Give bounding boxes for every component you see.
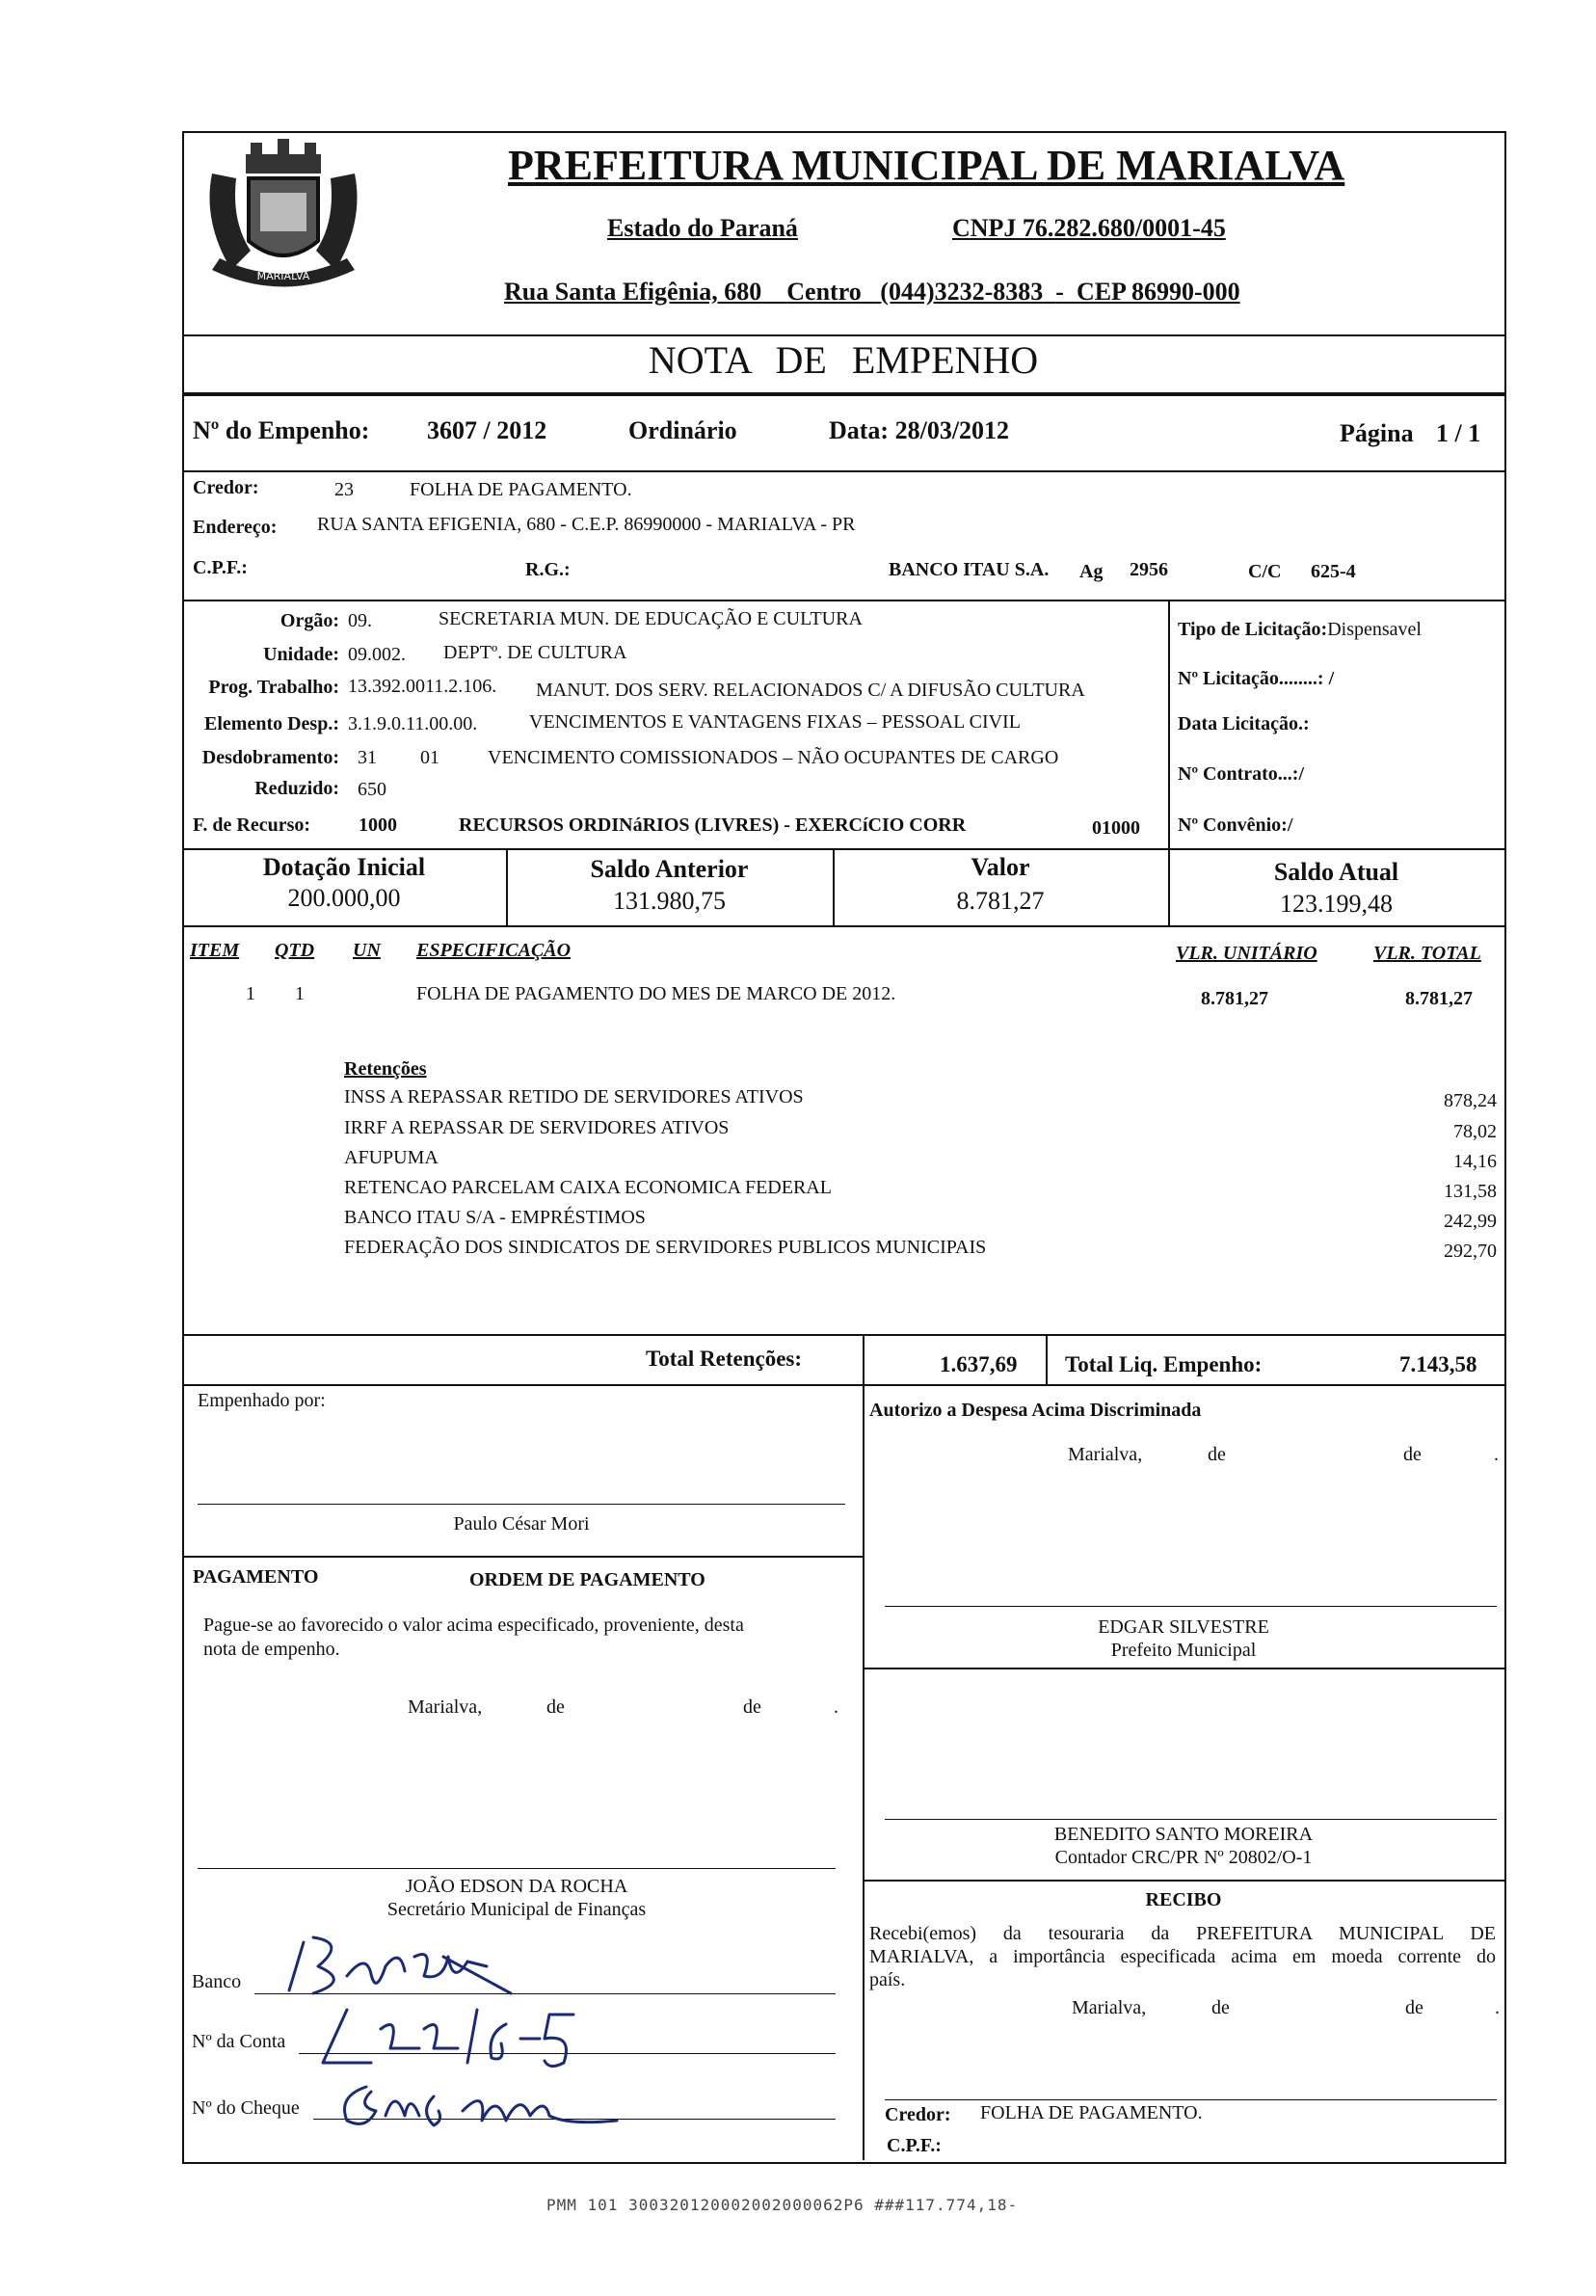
pague-se-line-2: nota de empenho. <box>203 1639 340 1660</box>
total-retencoes-label: Total Retenções: <box>646 1347 803 1371</box>
empenhador-name: Paulo César Mori <box>453 1513 590 1535</box>
retencao-row <box>344 1207 1497 1237</box>
autorizo-de-1: de <box>1208 1444 1226 1465</box>
retencao-desc: FEDERAÇÃO DOS SINDICATOS DE SERVIDORES PUBLICOS MUNICIPAIS <box>344 1237 987 1258</box>
valor-value: 8.781,27 <box>956 887 1045 915</box>
retencao-desc: INSS A REPASSAR RETIDO DE SERVIDORES ATIVOS <box>344 1086 804 1108</box>
endereco-value: RUA SANTA EFIGENIA, 680 - C.E.P. 86990000 - MARIALVA - PR <box>317 514 856 535</box>
retencao-value: 878,24 <box>1444 1090 1497 1111</box>
credor-label: Credor: <box>193 477 259 498</box>
cpf-label: C.P.F.: <box>193 557 248 578</box>
recibo-de-2: de <box>1405 1997 1423 2018</box>
col-total-value: VLR. TOTAL <box>1373 943 1481 964</box>
empenho-date: Data: 28/03/2012 <box>829 416 1010 444</box>
ordem-pagamento-label: ORDEM DE PAGAMENTO <box>469 1569 705 1590</box>
licitacao-type-label: Tipo de Licitação: <box>1178 619 1328 640</box>
autorizo-de-2: de <box>1403 1444 1422 1465</box>
desdobramento-value: VENCIMENTO COMISSIONADOS – NÃO OCUPANTES DE CARGO <box>488 747 1059 768</box>
recibo-title: RECIBO <box>1145 1889 1222 1910</box>
banco-handwriting <box>279 1928 530 2005</box>
licitacao-date: Data Licitação.: <box>1178 713 1310 734</box>
secretario-name: JOÃO EDSON DA ROCHA <box>405 1876 628 1897</box>
retencao-row <box>344 1117 1497 1147</box>
unidade-code: 09.002. <box>348 644 406 665</box>
retencao-row <box>344 1147 1497 1177</box>
recibo-line-1: Recebi(emos) da tesouraria da PREFEITURA MUNICIPAL DE <box>869 1923 1496 1944</box>
retencao-value: 242,99 <box>1444 1211 1497 1232</box>
autorizo-dot: . <box>1494 1444 1499 1465</box>
footer-code: PMM 101 300320120002002000062P6 ###117.774,18- <box>546 2196 1019 2214</box>
retencao-desc: AFUPUMA <box>344 1147 439 1168</box>
retencao-row <box>344 1086 1497 1117</box>
item-qtd: 1 <box>295 983 305 1004</box>
agency-number: 2956 <box>1130 559 1168 580</box>
address-street: Rua Santa Efigênia, 680 <box>504 278 762 306</box>
page-label: Página <box>1340 419 1414 447</box>
recurso-code-2: 01000 <box>1092 817 1140 839</box>
recibo-cpf-label: C.P.F.: <box>887 2135 942 2156</box>
retencao-desc: IRRF A REPASSAR DE SERVIDORES ATIVOS <box>344 1117 730 1138</box>
cheque-label: Nº do Cheque <box>192 2097 300 2119</box>
recurso-code: 1000 <box>359 814 397 836</box>
item-unit-value: 8.781,27 <box>1201 988 1268 1009</box>
retencao-desc: BANCO ITAU S/A - EMPRÉSTIMOS <box>344 1207 646 1228</box>
empenho-type: Ordinário <box>628 416 737 444</box>
retencao-row <box>344 1177 1497 1207</box>
unidade-value: DEPTº. DE CULTURA <box>443 642 627 663</box>
pague-se-line-1: Pague-se ao favorecido o valor acima especificado, proveniente, desta <box>203 1615 744 1636</box>
recurso-label: F. de Recurso: <box>193 814 311 836</box>
item-number: 1 <box>246 983 255 1004</box>
unidade-label: Unidade: <box>263 644 339 665</box>
orgao-code: 09. <box>348 610 372 631</box>
account-label: C/C <box>1248 561 1282 582</box>
document-title: NOTA DE EMPENHO <box>648 338 1039 382</box>
empenhado-por-label: Empenhado por: <box>198 1390 326 1411</box>
secretario-title: Secretário Municipal de Finanças <box>386 1899 647 1920</box>
rg-label: R.G.: <box>525 559 571 580</box>
agency-label: Ag <box>1079 561 1104 582</box>
col-un: UN <box>353 940 381 961</box>
recibo-line-3: país. <box>869 1969 906 1990</box>
address-district: Centro <box>786 278 862 306</box>
address-cep: CEP 86990-000 <box>1076 278 1240 306</box>
recibo-credor-label: Credor: <box>885 2104 951 2125</box>
total-retencoes-value: 1.637,69 <box>940 1352 1018 1376</box>
retencao-value: 14,16 <box>1453 1151 1497 1172</box>
prefeito-name: EDGAR SILVESTRE <box>1098 1616 1269 1638</box>
contador-name: BENEDITO SANTO MOREIRA <box>1053 1824 1314 1845</box>
licitacao-number: Nº Licitação........: / <box>1178 668 1335 689</box>
retencao-value: 131,58 <box>1444 1181 1497 1202</box>
desdobramento-label: Desdobramento: <box>201 747 339 768</box>
elemento-label: Elemento Desp.: <box>204 713 339 734</box>
pagamento-label: PAGAMENTO <box>193 1566 319 1588</box>
col-unit-value: VLR. UNITÁRIO <box>1176 943 1317 964</box>
pagamento-city: Marialva, <box>408 1696 483 1718</box>
retencao-value: 78,02 <box>1453 1121 1497 1142</box>
recibo-credor-name: FOLHA DE PAGAMENTO. <box>980 2102 1203 2123</box>
retencao-desc: RETENCAO PARCELAM CAIXA ECONOMICA FEDERAL <box>344 1177 832 1198</box>
address-line <box>504 278 1240 307</box>
empenho-number-label: Nº do Empenho: <box>193 416 370 444</box>
item-total-value: 8.781,27 <box>1405 988 1473 1009</box>
valor-label: Valor <box>971 853 1030 881</box>
autorizo-label: Autorizo a Despesa Acima Discriminada <box>869 1400 1202 1421</box>
cheque-handwriting <box>328 2068 636 2145</box>
recibo-de-1: de <box>1211 1997 1230 2018</box>
col-item: ITEM <box>190 940 240 961</box>
pagamento-dot: . <box>834 1696 838 1718</box>
prog-code: 13.392.0011.2.106. <box>348 676 497 697</box>
seal-text: MARIALVA <box>256 270 310 282</box>
total-liquido-label: Total Liq. Empenho: <box>1065 1352 1263 1376</box>
banco-label: Banco <box>192 1971 242 1992</box>
reduzido-label: Reduzido: <box>254 778 339 799</box>
address-separator: - <box>1055 278 1064 306</box>
conta-label: Nº da Conta <box>192 2031 286 2052</box>
prog-label: Prog. Trabalho: <box>208 677 339 698</box>
licitacao-type <box>1178 619 1422 641</box>
page-number: 1 / 1 <box>1436 419 1481 447</box>
licitacao-type-value: Dispensavel <box>1327 619 1422 640</box>
cnpj-label: CNPJ 76.282.680/0001-45 <box>952 214 1226 242</box>
dotacao-inicial-value: 200.000,00 <box>287 884 401 912</box>
recibo-city: Marialva, <box>1072 1997 1147 2018</box>
contrato-number: Nº Contrato...:/ <box>1178 763 1305 785</box>
dotacao-inicial-label: Dotação Inicial <box>262 853 426 881</box>
autorizo-city: Marialva, <box>1068 1444 1143 1465</box>
retencao-value: 292,70 <box>1444 1241 1497 1262</box>
recurso-value: RECURSOS ORDINáRIOS (LIVRES) - EXERCíCIO CORR <box>459 814 967 836</box>
elemento-code: 3.1.9.0.11.00.00. <box>348 713 478 734</box>
desdobramento-code-a: 31 <box>358 747 377 768</box>
retencao-row <box>344 1237 1497 1267</box>
recibo-line-2: MARIALVA, a importância especificada acima em moeda corrente do <box>869 1946 1496 1967</box>
saldo-anterior-label: Saldo Anterior <box>590 855 749 883</box>
account-number: 625-4 <box>1311 561 1356 582</box>
credor-code: 23 <box>334 479 354 500</box>
desdobramento-code-b: 01 <box>420 747 439 768</box>
reduzido-value: 650 <box>358 779 386 800</box>
credor-name: FOLHA DE PAGAMENTO. <box>410 479 632 500</box>
total-liquido-value: 7.143,58 <box>1399 1352 1477 1376</box>
saldo-atual-value: 123.199,48 <box>1280 890 1393 918</box>
endereco-label: Endereço: <box>193 517 278 538</box>
saldo-anterior-value: 131.980,75 <box>613 887 726 915</box>
bank-name: BANCO ITAU S.A. <box>889 559 1050 580</box>
convenio-number: Nº Convênio:/ <box>1178 814 1293 836</box>
pagamento-de-2: de <box>743 1696 761 1718</box>
pagamento-de-1: de <box>546 1696 565 1718</box>
prog-value: MANUT. DOS SERV. RELACIONADOS C/ A DIFUSÃO CULTURA <box>536 680 1085 701</box>
saldo-atual-label: Saldo Atual <box>1273 858 1399 886</box>
col-especificacao: ESPECIFICAÇÃO <box>416 940 572 961</box>
page-title: PREFEITURA MUNICIPAL DE MARIALVA <box>508 142 1345 189</box>
state-label: Estado do Paraná <box>607 214 798 242</box>
elemento-value: VENCIMENTOS E VANTAGENS FIXAS – PESSOAL CIVIL <box>529 711 1021 733</box>
municipal-seal <box>193 135 374 304</box>
recibo-dot: . <box>1495 1997 1500 2018</box>
empenho-number: 3607 / 2012 <box>427 416 547 444</box>
retencoes-title: Retenções <box>344 1058 427 1080</box>
orgao-label: Orgão: <box>279 610 339 631</box>
contador-title: Contador CRC/PR Nº 20802/O-1 <box>1054 1847 1313 1868</box>
prefeito-title: Prefeito Municipal <box>1110 1640 1257 1661</box>
address-phone: (044)3232-8383 <box>880 278 1044 306</box>
item-description: FOLHA DE PAGAMENTO DO MES DE MARCO DE 2012. <box>416 983 896 1004</box>
retencoes-list <box>344 1086 1497 1267</box>
orgao-value: SECRETARIA MUN. DE EDUCAÇÃO E CULTURA <box>439 608 863 629</box>
col-qtd: QTD <box>275 940 315 961</box>
